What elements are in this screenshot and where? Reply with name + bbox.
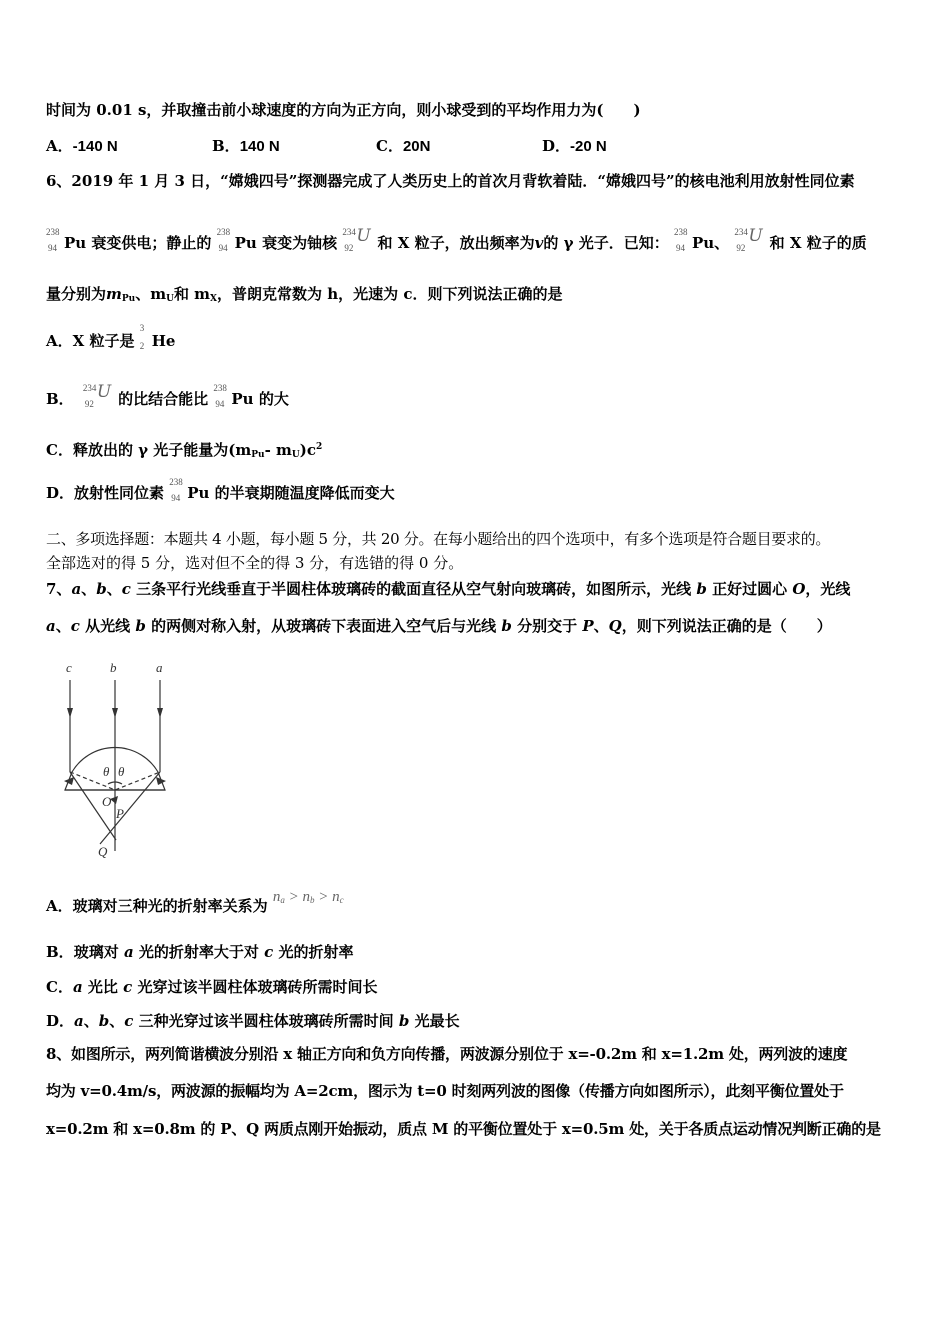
q8-line1: 8、如图所示，两列简谐横波分别沿 x 轴正方向和负方向传播，两波源分别位于 x=-0.2m 和 x=1.2m 处，两列波的速度 xyxy=(46,1045,848,1063)
arrow-c-icon xyxy=(67,708,73,718)
u-nuclide: 234 92 U xyxy=(82,382,112,409)
q6-line2: 238 94 Pu 衰变供电；静止的 238 94 Pu 衰变为铀核 234 92 U 和 X 粒子，放出频率为v的 γ 光子．已知： 238 94 Pu、 234 92 U 和 X 粒子的质 xyxy=(46,226,867,253)
pu-nuclide: 238 94 xyxy=(169,477,183,503)
pu-nuclide: 238 94 xyxy=(216,227,231,253)
angle-label-theta: θ xyxy=(103,764,110,779)
q8-line2: 均为 v=0.4m/s，两波源的振幅均为 A=2cm，图示为 t=0 时刻两列波的图像（传播方向如图所示），此刻平衡位置处于 xyxy=(46,1082,844,1100)
he-nuclide: 3 2 xyxy=(139,323,145,351)
point-label-q: Q xyxy=(98,844,108,859)
q5-options xyxy=(46,135,607,158)
q6-option-c: C．释放出的 γ 光子能量为($m_{Pu}-$ $m_U)c^2$ xyxy=(46,441,323,460)
option-label: B． xyxy=(212,137,240,155)
q5-option-b xyxy=(212,135,376,158)
q7-option-d: D．a、b、c 三种光穿过该半圆柱体玻璃砖所需时间 b 光最长 xyxy=(46,1012,460,1030)
pu-nuclide: 238 94 xyxy=(213,383,227,409)
pu-nuclide: 238 94 xyxy=(46,227,60,253)
ray-label-b: b xyxy=(110,660,117,675)
pu-nuclide: 238 94 xyxy=(673,227,688,253)
point-label-p: P xyxy=(116,806,124,821)
arrow-a-icon xyxy=(157,708,163,718)
option-text: -20 N xyxy=(570,138,607,155)
u-nuclide: 234 92 U xyxy=(342,226,371,253)
q5-option-d xyxy=(542,135,607,158)
q5-option-a xyxy=(46,135,212,158)
q6-line1: 6、2019 年 1 月 3 日，“嫦娥四号”探测器完成了人类历史上的首次月背软着陆．“嫦娥四号”的核电池利用放射性同位素 xyxy=(46,172,855,190)
q5-stem-tail: 时间为 0.01 s，并取撞击前小球速度的方向为正方向，则小球受到的平均作用力为( ) xyxy=(46,101,641,119)
u-nuclide: 234 92 U xyxy=(734,226,763,253)
q7-option-b: B．玻璃对 a 光的折射率大于对 c 光的折射率 xyxy=(46,943,354,961)
q6-option-d: D．放射性同位素 238 94 Pu 的半衰期随温度降低而变大 xyxy=(46,477,395,503)
ray-label-a: a xyxy=(156,660,163,675)
section-2-heading-line2: 全部选对的得 5 分，选对但不全的得 3 分，有选错的得 0 分。 xyxy=(46,554,464,572)
q6-option-a: A．X 粒子是 3 2 He xyxy=(46,323,176,351)
arrow-b-icon xyxy=(112,708,118,718)
angle-label-theta: θ xyxy=(118,764,125,779)
refractive-index-formula: $n_a > n_b > n_c$ xyxy=(272,889,344,905)
q6-option-b: B． 234 92 U 的比结合能比 238 94 Pu 的大 xyxy=(46,382,289,409)
option-label: C． xyxy=(376,137,403,155)
center-label-o: O xyxy=(102,794,112,809)
section-2-heading-line1: 二、多项选择题：本题共 4 小题，每小题 5 分，共 20 分。在每小题给出的四个选项中，有多个选项是符合题目要求的。 xyxy=(46,530,831,548)
option-label: A． xyxy=(46,137,73,155)
q7-option-a: A．玻璃对三种光的折射率关系为 $n_a > n_b > n_c$ xyxy=(46,889,344,915)
ray-label-c: c xyxy=(66,660,72,675)
option-text: 140 N xyxy=(239,138,280,155)
glass-brick-diagram xyxy=(58,656,178,861)
q5-option-c xyxy=(376,135,542,158)
q6-line3: 量分别为$m_{Pu}$、$m_U$和 $m_X$，普朗克常数为 h，光速为 c．则下列说法正确的是 xyxy=(46,285,563,304)
q7-line1: 7、a、b、c 三条平行光线垂直于半圆柱体玻璃砖的截面直径从空气射向玻璃砖，如图所示，光线 b 正好过圆心 O，光线 xyxy=(46,580,851,598)
q8-line3: x=0.2m 和 x=0.8m 的 P、Q 两质点刚开始振动，质点 M 的平衡位置处于 x=0.5m 处，关于各质点运动情况判断正确的是 xyxy=(46,1120,881,1138)
option-label: D． xyxy=(542,137,571,155)
option-text: -140 N xyxy=(72,138,118,155)
q7-line2: a、c 从光线 b 的两侧对称入射，从玻璃砖下表面进入空气后与光线 b 分别交于 P、Q，则下列说法正确的是（ ） xyxy=(46,617,832,635)
q7-option-c: C．a 光比 c 光穿过该半圆柱体玻璃砖所需时间长 xyxy=(46,978,378,996)
option-text: 20N xyxy=(402,138,431,155)
